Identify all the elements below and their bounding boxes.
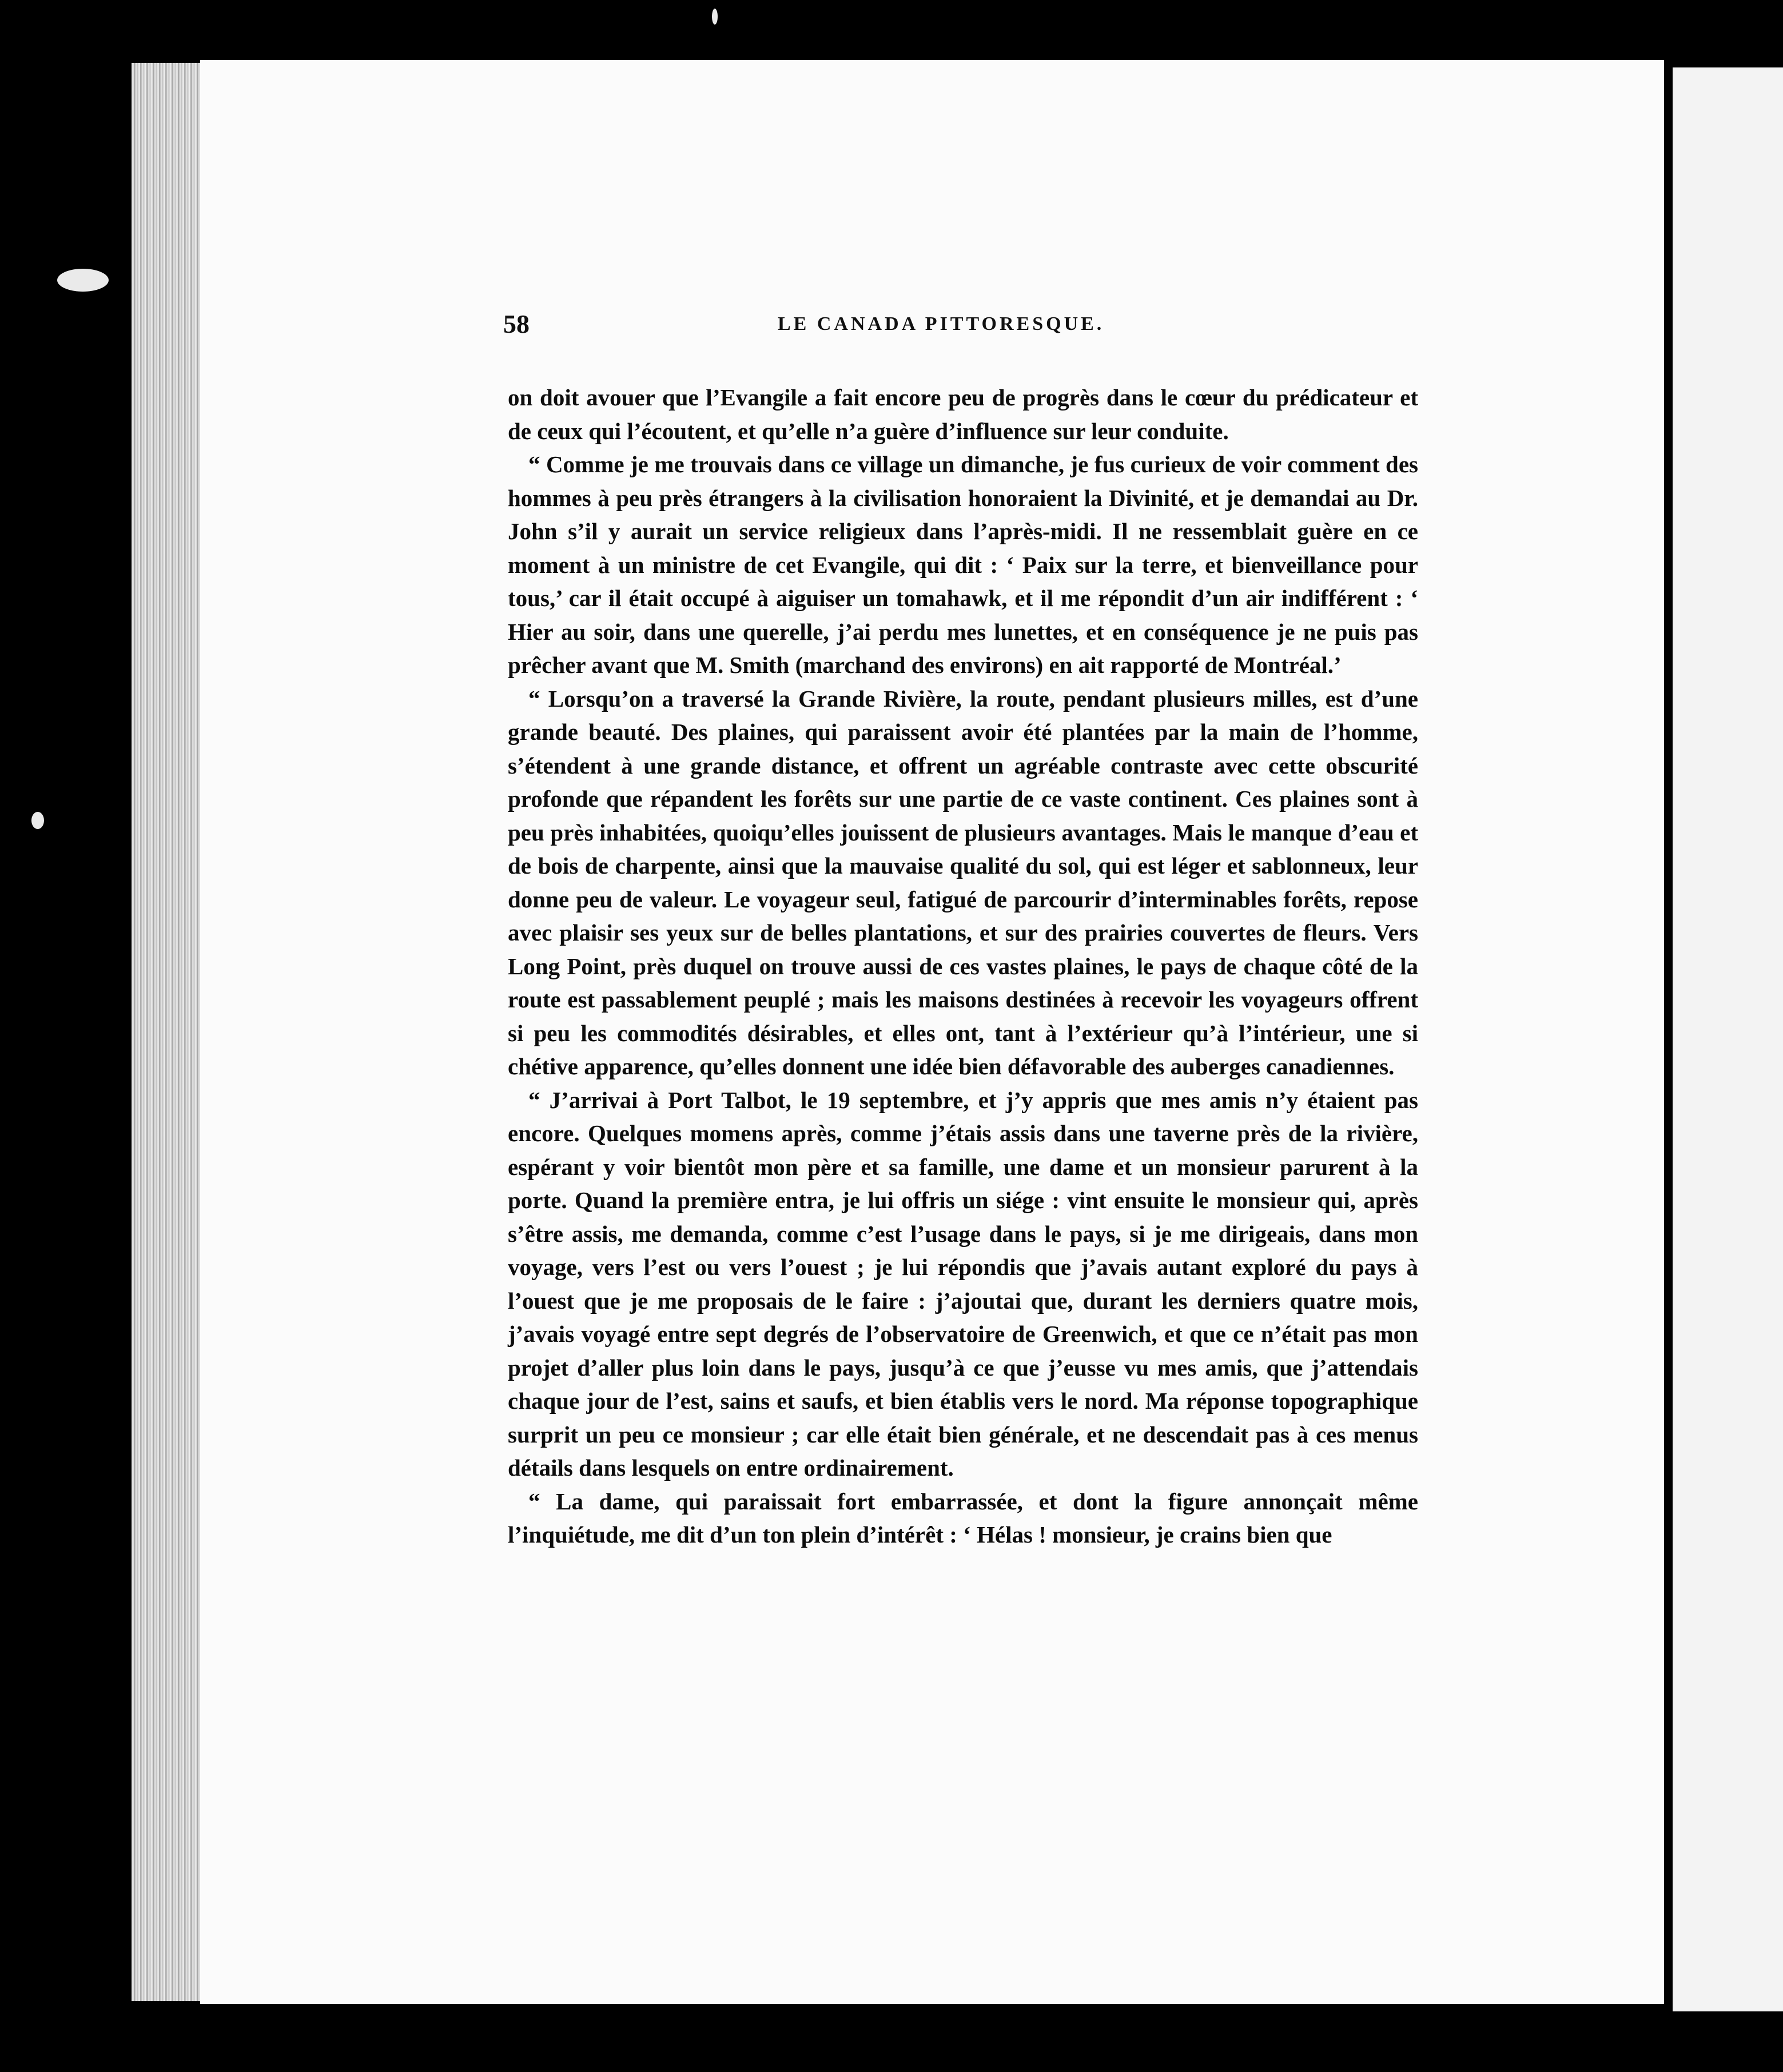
paragraph: “ Lorsqu’on a traversé la Grande Rivière, la route, pendant plusieurs milles, est d’une grande beauté. Des plaines, qui paraissent avoir été plantées par la main de l’homme, s’étendent à une grande distance, et offrent un agréable contraste avec cette obscurité profonde que répandent les forêts sur une partie de ce vaste continent. Ces plaines sont à peu près inhabitées, quoiqu’elles jouissent de plusieurs avantages. Mais le manque d’eau et de bois de charpente, ainsi que la mauvaise qualité du sol, qui est léger et sablonneux, leur donne peu de valeur. Le voyageur seul, fatigué de parcourir d’interminables forêts, repose avec plaisir ses yeux sur de belles plantations, et sur des prairies couvertes de fleurs. Vers Long Point, près duquel on trouve aussi de ces vastes plaines, le pays de chaque côté de la route est passablement peuplé ; mais les maisons destinées à recevoir les voyageurs offrent si peu les commodités désirables, et elles ont, tant à l’extérieur qu’à l’intérieur, une si chétive apparence, qu’elles donnent une idée bien défavorable des auberges canadiennes. <box>508 685 1418 1079</box>
scan-speck <box>712 9 718 25</box>
paragraph: “ J’arrivai à Port Talbot, le 19 septembre, et j’y appris que mes amis n’y étaient pas encore. Quelques momens après, comme j’étais assis dans une taverne près de la rivière, espérant y voir bientôt mon père et sa famille, une dame et un monsieur parurent à la porte. Quand la première entra, je lui offris un siége : vint ensuite le monsieur qui, après s’être assis, me demanda, comme c’est l’usage dans le pays, si je me dirigeais, dans mon voyage, vers l’est ou vers l’ouest ; je lui répondis que j’avais autant exploré du pays à l’ouest que je me proposais de le faire : j’ajoutai que, durant les derniers quatre mois, j’avais voyagé entre sept degrés de l’observatoire de Greenwich, et que ce n’était pas mon projet d’aller plus loin dans le pays, jusqu’à ce que j’eusse vu mes amis, que j’attendais chaque jour de l’est, sains et saufs, et bien établis vers le nord. Ma réponse topographique surprit un peu ce monsieur ; car elle était bien générale, et ne descendait pas à ces menus détails dans lesquels on entre ordinairement. <box>508 1086 1418 1481</box>
paragraph: on doit avouer que l’Evangile a fait encore peu de progrès dans le cœur du prédicateur et de ceux qui l’écoutent, et qu’elle n’a guère d’influence sur leur conduite. <box>508 384 1418 444</box>
page-number: 58 <box>503 309 530 338</box>
paragraph: “ La dame, qui paraissait fort embarrassée, et dont la figure annonçait même l’inquiétude, me dit d’un ton plein d’intérêt : ‘ Hélas ! monsieur, je crains bien que <box>508 1488 1418 1548</box>
body-text <box>508 381 1418 1552</box>
facing-page-edge <box>1673 67 1783 2011</box>
running-title: LE CANADA PITTORESQUE. <box>778 313 1105 334</box>
paragraph: “ Comme je me trouvais dans ce village un dimanche, je fus curieux de voir comment des hommes à peu près étrangers à la civilisation honoraient la Divinité, et je demandai au Dr. John s’il y aurait un service religieux dans l’après-midi. Il ne ressemblait guère en ce moment à un ministre de cet Evangile, qui dit : ‘ Paix sur la terre, et bienveillance pour tous,’ car il était occupé à aiguiser un tomahawk, et il me répondit d’un air indifférent : ‘ Hier au soir, dans une querelle, j’ai perdu mes lunettes, et en conséquence je ne puis pas prêcher avant que M. Smith (marchand des environs) en ait rapporté de Montréal.’ <box>508 451 1418 678</box>
page-header <box>503 309 1418 343</box>
scan-speck <box>31 812 44 829</box>
scan-speck <box>57 269 109 292</box>
